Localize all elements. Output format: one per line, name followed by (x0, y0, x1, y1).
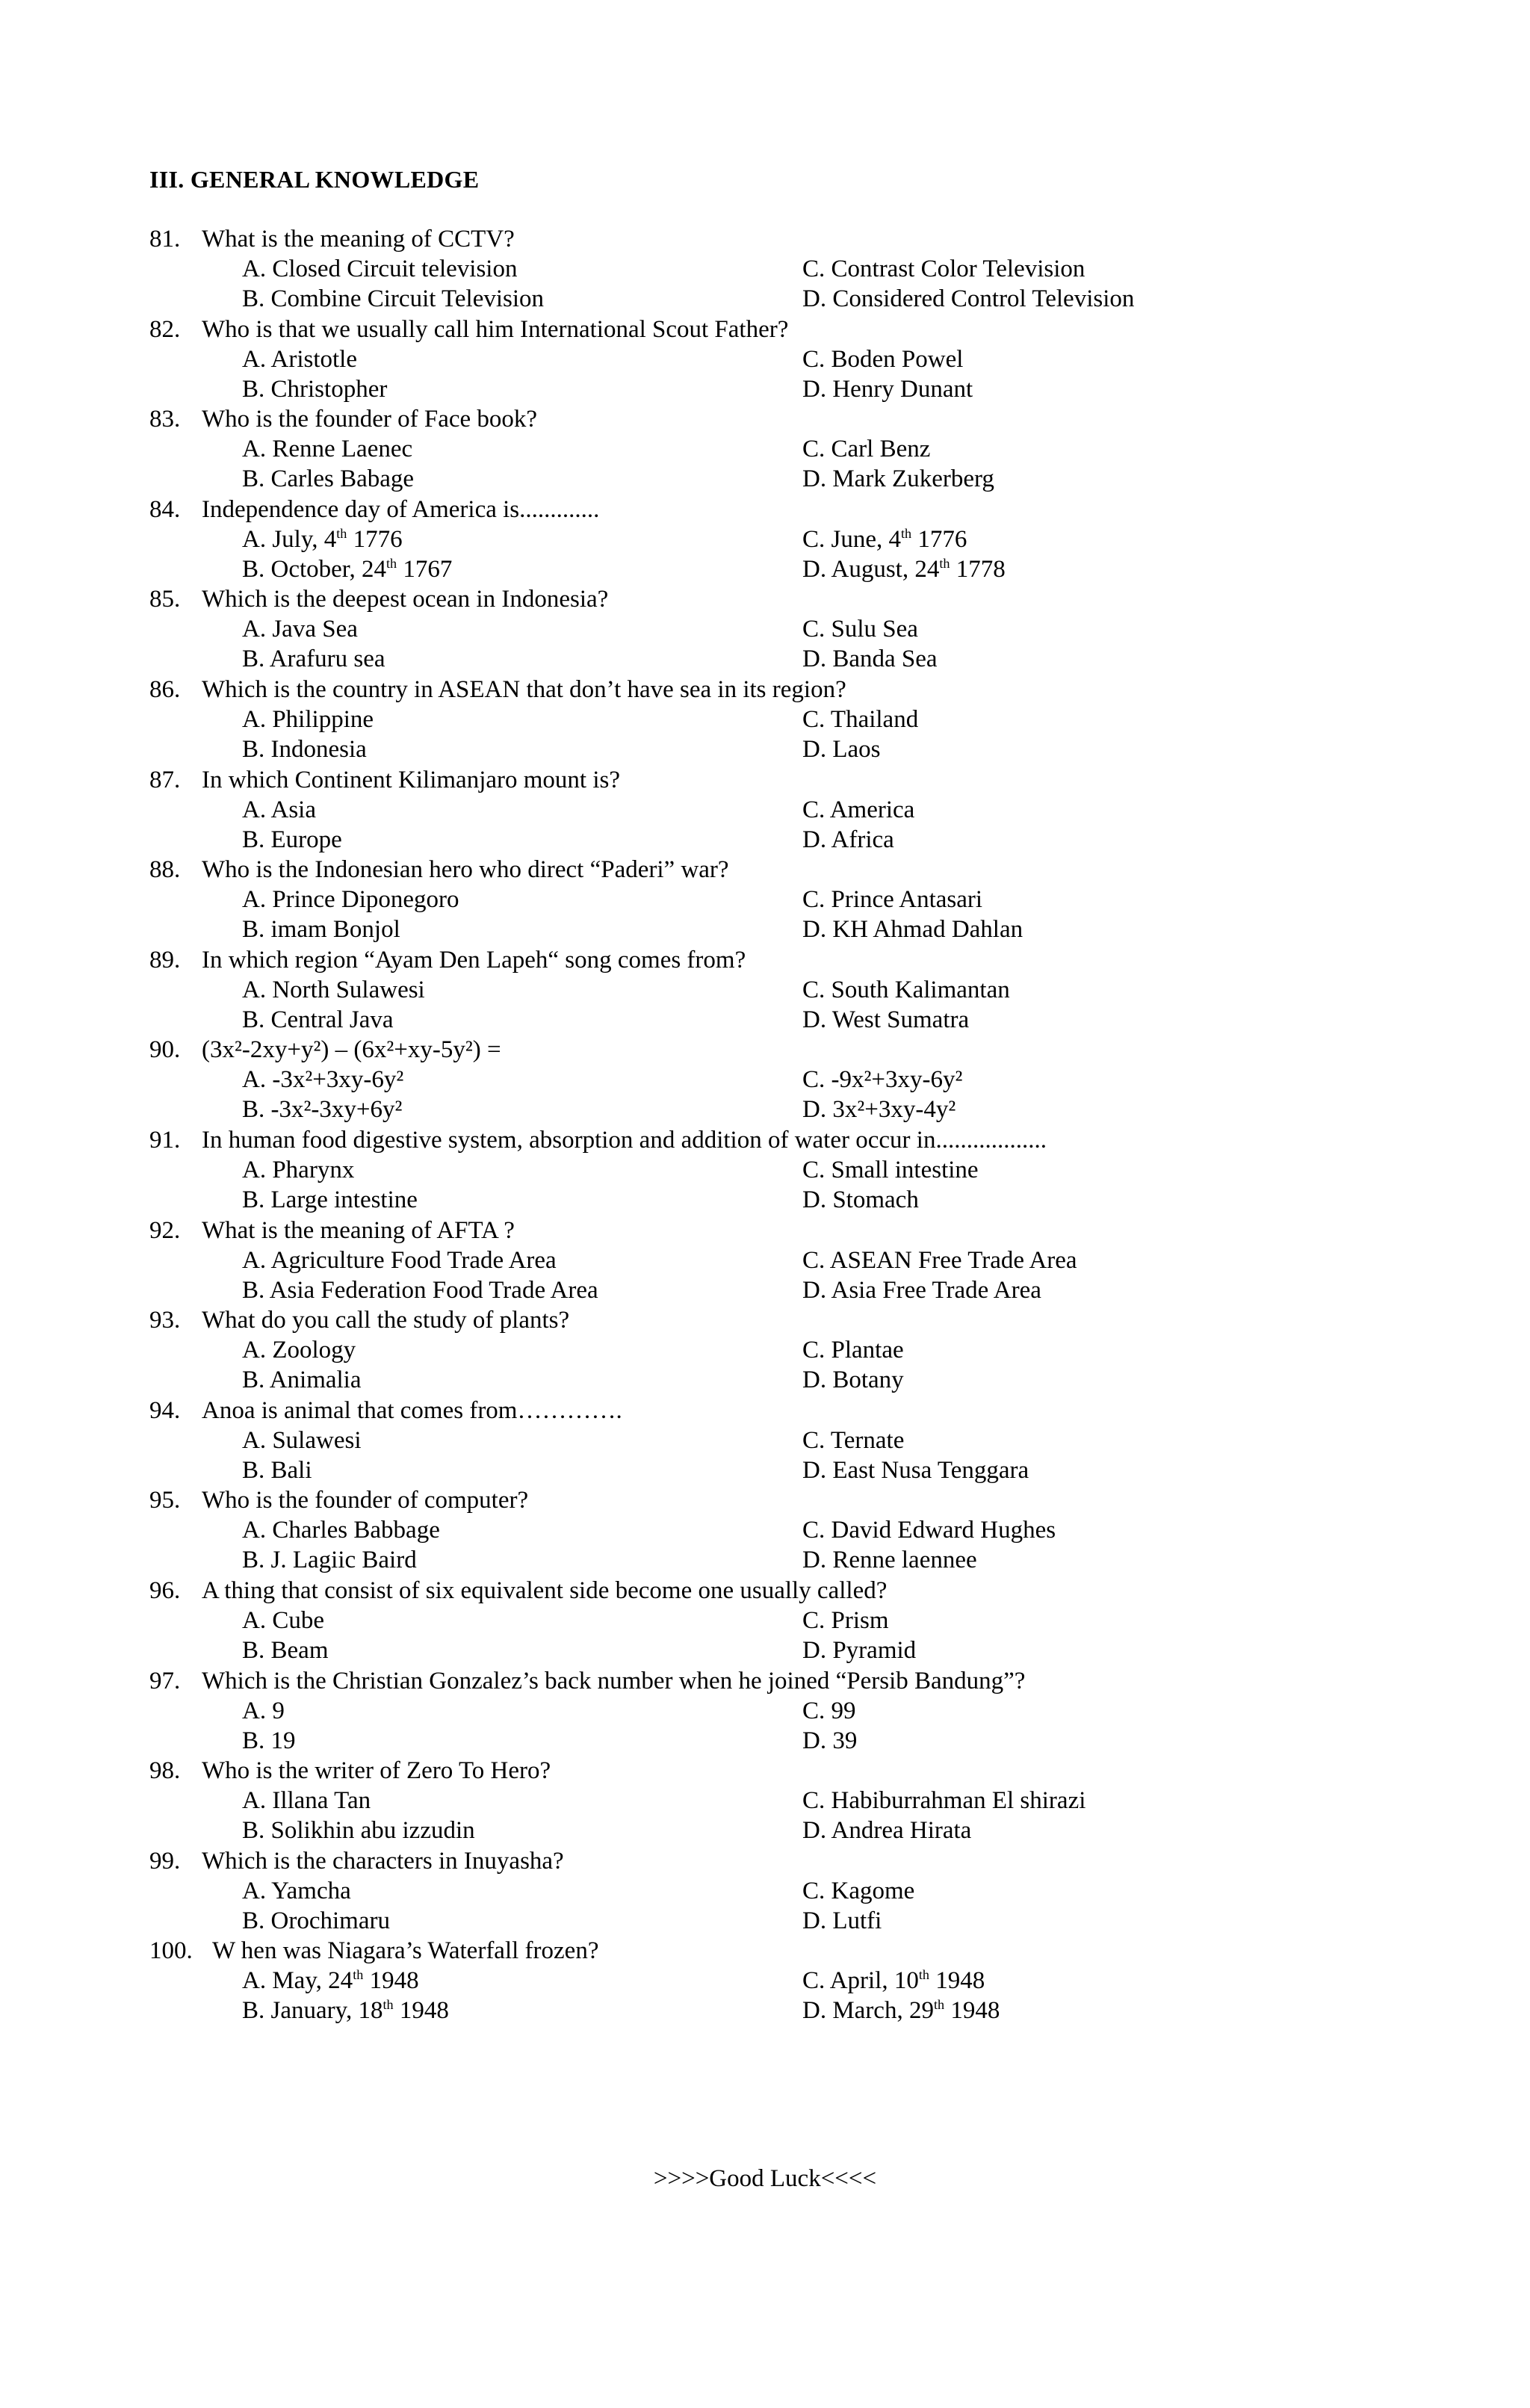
option-b: B. Carles Babage (242, 465, 415, 493)
option-c: C. Thailand (802, 706, 919, 733)
option-b: B. Animalia (242, 1367, 362, 1394)
option-b: B. Solikhin abu izzudin (242, 1817, 475, 1845)
option-c: C. Kagome (802, 1877, 915, 1904)
question-line (149, 1035, 501, 1065)
option-d: D. Laos (802, 736, 881, 763)
option-a: A. Java Sea (242, 616, 358, 643)
question-line (149, 1216, 515, 1245)
option-d: D. East Nusa Tenggara (802, 1456, 1029, 1484)
question-text: In which region “Ayam Den Lapeh“ song comes from? (202, 946, 746, 974)
question-text: Who is the founder of computer? (202, 1487, 529, 1514)
option-text: C. April, 10 (802, 1967, 919, 1995)
option-b: B. 19 (242, 1727, 296, 1754)
option-year: 1767 (397, 555, 453, 583)
option-a: A. 9 (242, 1697, 285, 1724)
question-number: 99. (149, 1847, 181, 1875)
option-b: B. Combine Circuit Television (242, 285, 545, 312)
option-a: A. Closed Circuit television (242, 256, 518, 282)
question-line (149, 1846, 564, 1876)
question-text: (3x²-2xy+y²) – (6x²+xy-5y²) = (202, 1036, 501, 1064)
option-d: D. 39 (802, 1727, 858, 1754)
option-b: B. Europe (242, 826, 342, 853)
option-c (802, 1966, 985, 1996)
option-d: D. West Sumatra (802, 1006, 970, 1033)
question-text: W hen was Niagara’s Waterfall frozen? (212, 1937, 599, 1965)
option-text: C. June, 4 (802, 525, 901, 553)
option-d (802, 554, 1006, 584)
question-text: Which is the Christian Gonzalez’s back number when he joined “Persib Bandung”? (202, 1667, 1026, 1694)
option-a: A. Aristotle (242, 345, 357, 373)
question-line (149, 315, 788, 344)
option-year: 1948 (944, 1997, 1000, 2025)
option-c: C. -9x²+3xy-6y² (802, 1066, 963, 1094)
question-text: Which is the deepest ocean in Indonesia? (202, 586, 609, 613)
question-number: 83. (149, 406, 181, 433)
question-number: 82. (149, 315, 181, 343)
option-b: B. Arafuru sea (242, 646, 385, 673)
option-c: C. Prism (802, 1607, 889, 1634)
ordinal-suffix: th (382, 1997, 394, 2013)
option-text: B. October, 24 (242, 555, 386, 583)
option-d: D. Considered Control Television (802, 285, 1135, 312)
option-text: A. May, 24 (242, 1967, 353, 1995)
option-b: B. imam Bonjol (242, 916, 400, 944)
question-line (149, 1125, 1047, 1155)
question-line (149, 675, 846, 705)
option-year: 1948 (393, 1997, 449, 2025)
question-line (149, 495, 599, 524)
question-number: 96. (149, 1577, 181, 1604)
question-text: Independence day of America is............. (202, 495, 600, 523)
option-c: C. Contrast Color Television (802, 256, 1085, 282)
option-d: D. Renne laennee (802, 1547, 977, 1574)
option-b: B. J. Lagiic Baird (242, 1547, 417, 1574)
question-number: 86. (149, 676, 181, 703)
option-a: A. Zoology (242, 1337, 356, 1364)
ordinal-suffix: th (939, 555, 950, 571)
option-b (242, 554, 452, 584)
question-text: What is the meaning of AFTA ? (202, 1216, 515, 1244)
option-c: C. Ternate (802, 1426, 905, 1454)
question-text: Who is that we usually call him International Scout Father? (202, 315, 789, 343)
question-number: 97. (149, 1667, 181, 1694)
option-text: D. March, 29 (802, 1997, 934, 2025)
question-line (149, 1936, 598, 1966)
option-b: B. Central Java (242, 1006, 394, 1033)
option-a: A. Agriculture Food Trade Area (242, 1246, 557, 1274)
option-a (242, 524, 403, 554)
question-line (149, 1756, 551, 1786)
ordinal-suffix: th (901, 525, 912, 541)
question-text: What do you call the study of plants? (202, 1307, 570, 1334)
option-c: C. Plantae (802, 1337, 904, 1364)
option-b (242, 1996, 449, 2025)
question-line (149, 224, 515, 254)
option-d: D. Asia Free Trade Area (802, 1276, 1041, 1304)
option-c: C. Carl Benz (802, 436, 931, 463)
question-line (149, 1396, 622, 1426)
option-text: A. July, 4 (242, 525, 337, 553)
option-year: 1948 (363, 1967, 419, 1995)
question-line (149, 1666, 1025, 1696)
question-number: 93. (149, 1307, 181, 1334)
option-d: D. Stomach (802, 1186, 919, 1213)
question-number: 85. (149, 586, 181, 613)
option-year: 1776 (347, 525, 403, 553)
option-d: D. Botany (802, 1367, 904, 1394)
option-c: C. Boden Powel (802, 345, 964, 373)
question-number: 95. (149, 1487, 181, 1514)
ordinal-suffix: th (933, 1997, 945, 2013)
question-text: In human food digestive system, absorption and addition of water occur in.................. (202, 1127, 1047, 1154)
option-b: B. Christopher (242, 375, 388, 403)
question-number: 91. (149, 1127, 181, 1154)
question-number: 88. (149, 856, 181, 884)
question-text: A thing that consist of six equivalent side become one usually called? (202, 1577, 888, 1604)
question-line (149, 765, 620, 795)
option-c: C. 99 (802, 1697, 856, 1724)
option-d: D. Andrea Hirata (802, 1817, 972, 1845)
option-a (242, 1966, 419, 1996)
option-b: B. Bali (242, 1456, 312, 1484)
option-year: 1776 (911, 525, 967, 553)
option-text: D. August, 24 (802, 555, 940, 583)
option-b: B. Beam (242, 1637, 329, 1664)
option-b: B. Large intestine (242, 1186, 418, 1213)
question-text: Who is the Indonesian hero who direct “Paderi” war? (202, 856, 729, 884)
option-d: D. Pyramid (802, 1637, 917, 1664)
option-a: A. Cube (242, 1607, 324, 1634)
option-c: C. America (802, 796, 915, 823)
option-d: D. Lutfi (802, 1907, 882, 1934)
option-d: D. Mark Zukerberg (802, 465, 994, 493)
ordinal-suffix: th (336, 525, 347, 541)
question-text: In which Continent Kilimanjaro mount is? (202, 766, 621, 793)
option-d (802, 1996, 1000, 2025)
option-a: A. Yamcha (242, 1877, 351, 1904)
option-a: A. -3x²+3xy-6y² (242, 1066, 404, 1094)
option-year: 1778 (950, 555, 1006, 583)
question-number: 94. (149, 1396, 181, 1424)
option-b: B. -3x²-3xy+6y² (242, 1096, 403, 1124)
question-number: 92. (149, 1216, 181, 1244)
question-line (149, 855, 729, 885)
footer-text: >>>>Good Luck<<<< (653, 2165, 877, 2192)
option-b: B. Asia Federation Food Trade Area (242, 1276, 598, 1304)
question-line (149, 584, 608, 614)
option-c: C. South Kalimantan (802, 976, 1010, 1003)
question-number: 84. (149, 495, 181, 523)
option-c: C. Sulu Sea (802, 616, 918, 643)
option-d: D. Banda Sea (802, 646, 938, 673)
option-a: A. Charles Babbage (242, 1517, 440, 1544)
question-number: 89. (149, 946, 181, 974)
ordinal-suffix: th (385, 555, 397, 571)
option-b: B. Indonesia (242, 736, 367, 763)
section-title: III. GENERAL KNOWLEDGE (149, 166, 480, 193)
option-c: C. David Edward Hughes (802, 1517, 1056, 1544)
option-c (802, 524, 967, 554)
question-text: What is the meaning of CCTV? (202, 226, 515, 253)
question-number: 90. (149, 1036, 181, 1064)
option-d: D. KH Ahmad Dahlan (802, 916, 1023, 944)
ordinal-suffix: th (918, 1967, 929, 1983)
option-b: B. Orochimaru (242, 1907, 390, 1934)
question-item (0, 1936, 1530, 2115)
question-number: 81. (149, 226, 181, 253)
option-a: A. Pharynx (242, 1157, 355, 1183)
option-year: 1948 (929, 1967, 985, 1995)
option-c: C. Habiburrahman El shirazi (802, 1787, 1086, 1815)
question-text: Anoa is animal that comes from…………. (202, 1396, 622, 1424)
question-text: Which is the country in ASEAN that don’t have sea in its region? (202, 676, 846, 703)
question-line (149, 945, 746, 975)
question-number: 98. (149, 1757, 181, 1785)
option-a: A. Illana Tan (242, 1787, 371, 1815)
question-text: Which is the characters in Inuyasha? (202, 1847, 564, 1875)
question-number: 100. (149, 1937, 193, 1965)
question-line (149, 1305, 569, 1335)
option-d: D. 3x²+3xy-4y² (802, 1096, 956, 1124)
option-d: D. Africa (802, 826, 894, 853)
option-a: A. Sulawesi (242, 1426, 362, 1454)
ordinal-suffix: th (353, 1967, 364, 1983)
option-a: A. Renne Laenec (242, 436, 413, 463)
question-line (149, 1485, 528, 1515)
option-a: A. Prince Diponegoro (242, 886, 459, 914)
option-c: C. ASEAN Free Trade Area (802, 1246, 1077, 1274)
option-a: A. North Sulawesi (242, 976, 425, 1003)
option-d: D. Henry Dunant (802, 375, 973, 403)
question-line (149, 1576, 887, 1606)
question-text: Who is the writer of Zero To Hero? (202, 1757, 551, 1785)
option-a: A. Asia (242, 796, 316, 823)
question-number: 87. (149, 766, 181, 793)
option-c: C. Prince Antasari (802, 886, 983, 914)
question-line (149, 404, 537, 434)
option-c: C. Small intestine (802, 1157, 979, 1183)
option-a: A. Philippine (242, 706, 374, 733)
option-text: B. January, 18 (242, 1997, 383, 2025)
question-text: Who is the founder of Face book? (202, 406, 538, 433)
